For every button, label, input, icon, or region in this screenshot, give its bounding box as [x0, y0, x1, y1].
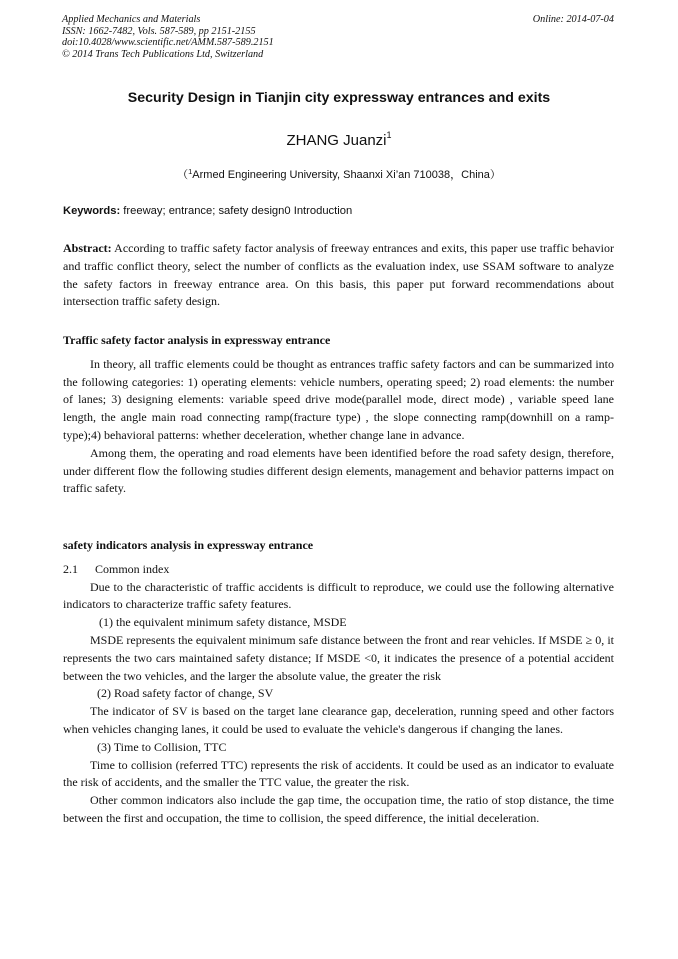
- subsection-heading: [63, 561, 614, 579]
- paragraph: Other common indicators also include the gap time, the occupation time, the ratio of stop distance, the time between the first and occupation, the time to collision, the speed difference, the initial deceleration.: [63, 793, 614, 825]
- affiliation: [0, 166, 678, 182]
- paragraph: In theory, all traffic elements could be thought as entrances traffic safety factors and can be summarized into the following categories: 1) operating elements: vehicle numbers, operating speed; 2) road elements: the number of lanes; 3) designing elements: variable speed drive mode(parallel mode, direct mode) , variable speed lane length, the angle main road connecting ramp(fracture type) , the slope connecting ramp(downhill on a ramp-type);4) behavioral patterns: whether deceleration, whether change lane in advance.: [63, 356, 614, 442]
- paragraph: Due to the characteristic of traffic accidents is difficult to reproduce, we could use the following alternative indicators to characterize traffic safety features.: [63, 579, 614, 612]
- online-date: Online: 2014-07-04: [532, 14, 614, 25]
- paragraph: MSDE represents the equivalent minimum safe distance between the front and rear vehicles. If MSDE ≥ 0, it represents the two cars maintained safety distance; If MSDE <0, it indicates the presence of a potential accident between the two vehicles, and the larger the absolute value, the greater the risk: [63, 632, 614, 683]
- paragraph: Among them, the operating and road elements have been identified before the road safety design, therefore, under different flow the following studies different design elements, management and behavior patterns impact on traffic safety.: [63, 445, 614, 496]
- affiliation-open: （: [177, 169, 189, 181]
- list-item: (1) the equivalent minimum safety distance, MSDE: [99, 615, 347, 630]
- abstract: [63, 240, 614, 311]
- subsection-number: 2.1: [63, 561, 78, 576]
- list-item: (2) Road safety factor of change, SV: [97, 686, 274, 701]
- affiliation-superscript: 1: [188, 167, 193, 176]
- section-safety-indicators: [63, 537, 614, 828]
- abstract-label: Abstract:: [63, 241, 112, 255]
- abstract-paragraph: [63, 240, 614, 311]
- section-heading: Traffic safety factor analysis in expressway entrance: [63, 333, 331, 347]
- paragraph: Time to collision (referred TTC) represents the risk of accidents. It could be used as an indicator to evaluate the risk of accidents, and the smaller the TTC value, the greater the risk.: [63, 757, 614, 790]
- journal-name: Applied Mechanics and Materials: [62, 14, 201, 25]
- paper-title: Security Design in Tianjin city expressway entrances and exits: [127, 90, 551, 106]
- keywords-label: Keywords:: [63, 205, 121, 217]
- paragraph: The indicator of SV is based on the target lane clearance gap, deceleration, running speed and other factors when vehicles changing lanes, it could be used to evaluate the vehicle's dangerous if changing the lanes.: [63, 704, 614, 736]
- doi-line: doi:10.4028/www.scientific.net/AMM.587-589.2151: [62, 37, 274, 49]
- abstract-text: According to traffic safety factor analysis of freeway entrances and exits, this paper use traffic behavior and traffic conflict theory, select the number of conflicts as the evaluation index, use SSAM software to analyze the safety factors in freeway entrance area. On this basis, this paper put forward recommendations about intersection traffic safety design.: [63, 241, 614, 309]
- section-traffic-safety-factor: [63, 332, 614, 498]
- affiliation-text: Armed Engineering University, Shaanxi Xi’an 710038，China）: [192, 169, 501, 181]
- keywords: [63, 205, 615, 217]
- author-line: [0, 130, 678, 149]
- author-superscript: 1: [386, 130, 392, 140]
- list-item: (3) Time to Collision, TTC: [97, 739, 227, 754]
- issn-line: ISSN: 1662-7482, Vols. 587-589, pp 2151-2155: [62, 25, 256, 37]
- copyright-line: © 2014 Trans Tech Publications Ltd, Switzerland: [62, 48, 264, 60]
- author-name: ZHANG Juanzi: [286, 132, 387, 149]
- section-heading: safety indicators analysis in expressway entrance: [63, 538, 314, 552]
- keywords-text: freeway; entrance; safety design0 Introduction: [120, 205, 353, 217]
- subsection-title: Common index: [95, 561, 170, 576]
- journal-header: [62, 14, 614, 60]
